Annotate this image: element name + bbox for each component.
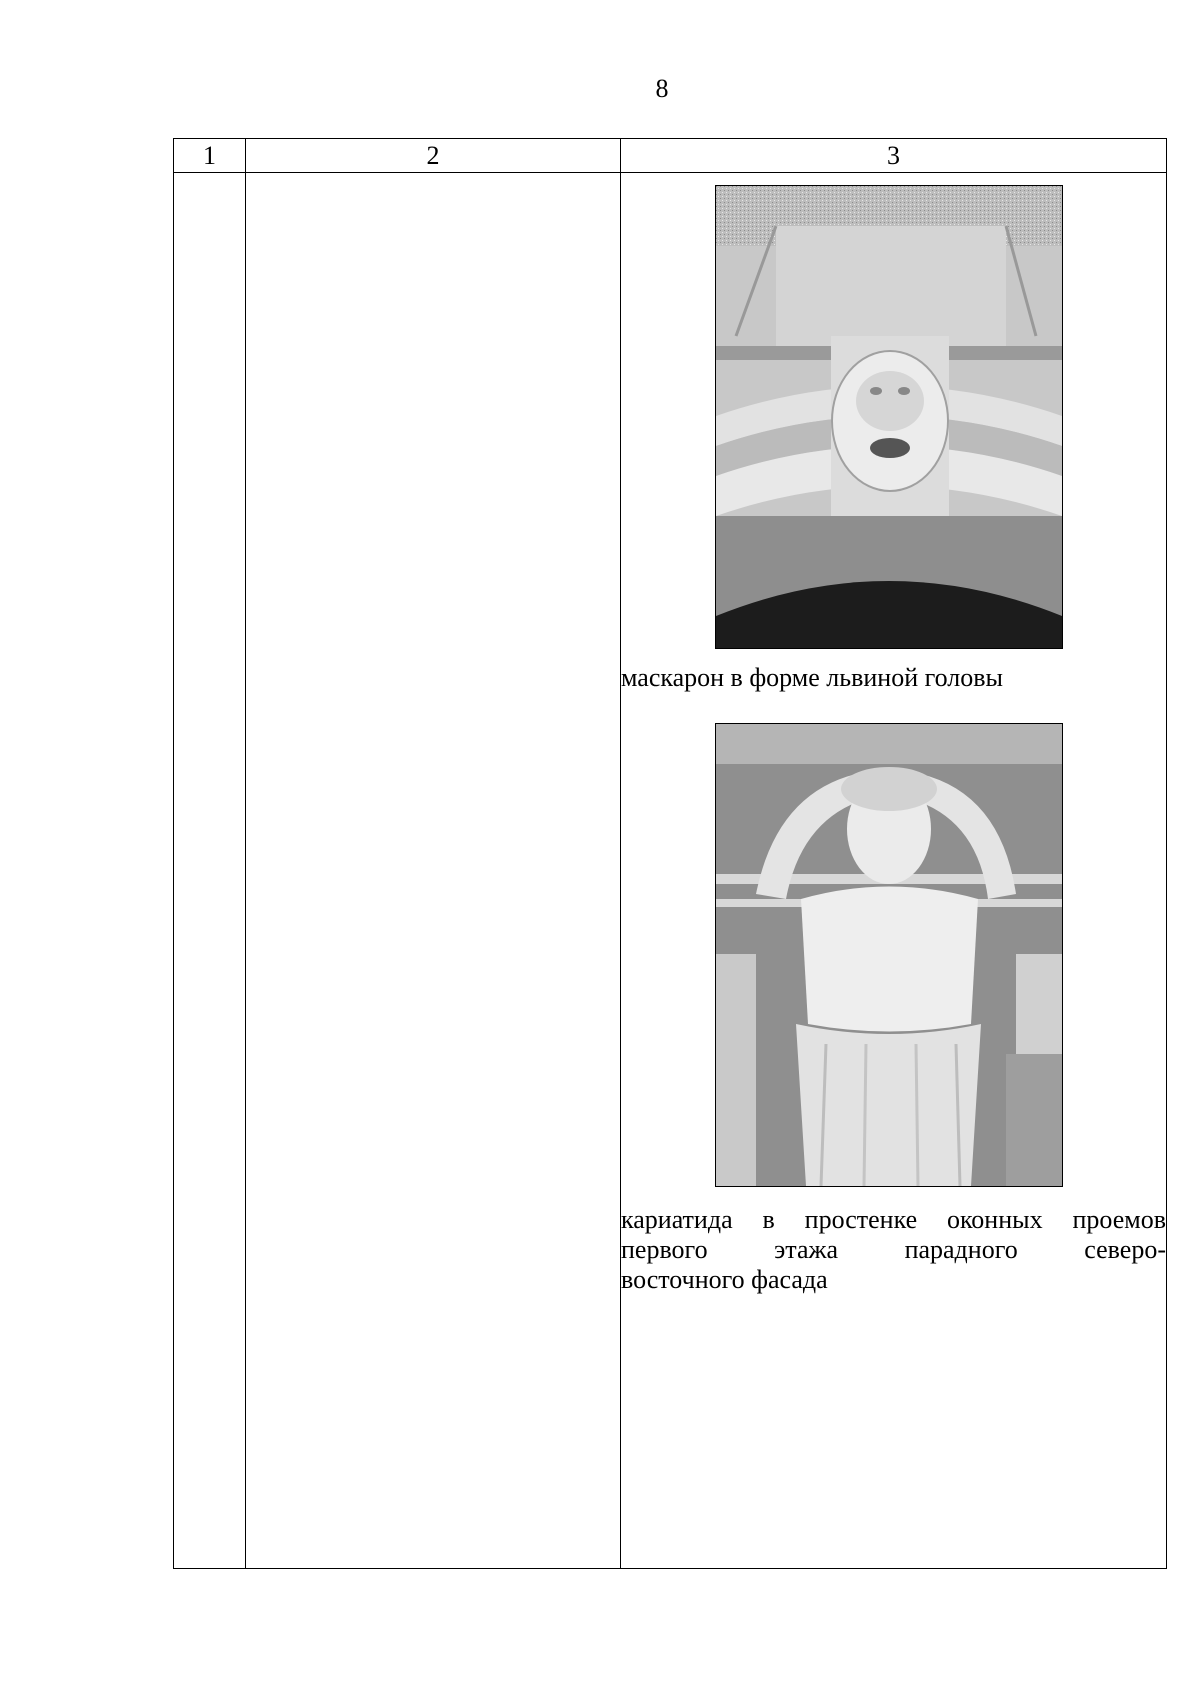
header-col-2: 2 <box>246 139 621 173</box>
cell-col-2 <box>246 173 621 1569</box>
photo-caption <box>621 1205 1166 1295</box>
photo-caption: маскарон в форме львиной головы <box>621 663 1004 692</box>
header-col-3: 3 <box>621 139 1167 173</box>
caption-line: восточного фасада <box>621 1265 828 1294</box>
page-number: 8 <box>655 74 669 103</box>
cell-col-1 <box>174 173 246 1569</box>
header-col-1: 1 <box>174 139 246 173</box>
caption-line: кариатида в простенке оконных проемов <box>621 1205 1166 1234</box>
lion-mascaron-photo <box>715 185 1063 649</box>
header-row <box>174 139 1167 173</box>
document-table <box>173 138 1167 1569</box>
caryatid-photo <box>715 723 1063 1187</box>
table-row <box>174 173 1167 1569</box>
cell-col-3 <box>621 173 1167 1569</box>
caption-line: первого этажа парадного северо- <box>621 1235 1166 1264</box>
